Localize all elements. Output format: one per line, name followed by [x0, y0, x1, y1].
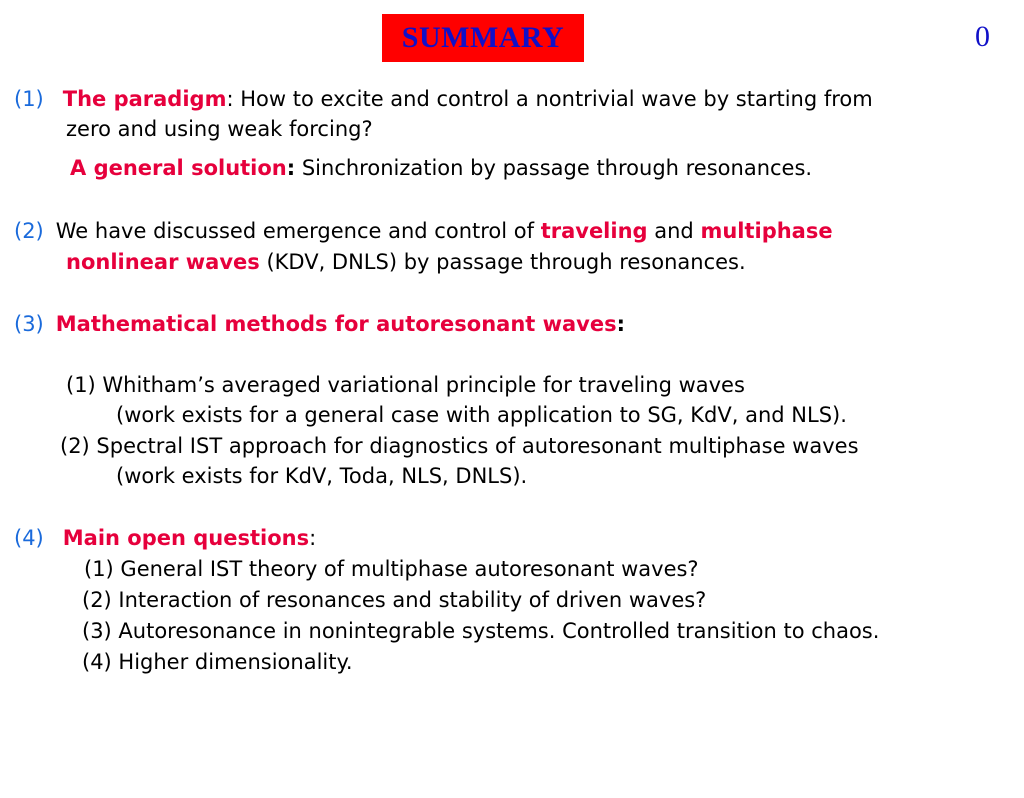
section-1-line-1: [14, 86, 873, 112]
section-1-solution: [70, 155, 812, 181]
solution-highlight: A general solution: [70, 156, 287, 180]
section-4-heading: [14, 525, 316, 551]
section-2-text-line-2: (KDV, DNLS) by passage through resonances.: [259, 250, 746, 274]
section-1-text-line-2: zero and using weak forcing?: [66, 117, 373, 141]
section-3-item-1: (1) Whitham’s averaged variational principle for traveling waves: [66, 373, 745, 397]
open-question-item: (3) Autoresonance in nonintegrable systems. Controlled transition to chaos.: [82, 619, 880, 643]
section-1-number: (1): [14, 87, 44, 111]
highlight-traveling: traveling: [540, 219, 648, 243]
section-3-item-2: (2) Spectral IST approach for diagnostics of autoresonant multiphase waves: [60, 434, 859, 458]
page-title: SUMMARY: [401, 21, 565, 54]
section-1-highlight: The paradigm: [62, 87, 227, 111]
slide-number: 0: [975, 20, 990, 53]
section-4-colon: :: [309, 526, 317, 550]
section-3-item-2-sub: (work exists for KdV, Toda, NLS, DNLS).: [116, 464, 528, 488]
solution-text: Sinchronization by passage through resonances.: [295, 156, 813, 180]
open-question-item: (1) General IST theory of multiphase autoresonant waves?: [84, 557, 699, 581]
section-3-heading: [14, 311, 625, 337]
section-2-line-1: [14, 218, 833, 244]
section-1-text-line-1: : How to excite and control a nontrivial wave by starting from: [226, 87, 873, 111]
solution-colon: :: [286, 156, 296, 180]
section-3-number: (3): [14, 312, 44, 336]
section-2-text-a: We have discussed emergence and control of: [55, 219, 541, 243]
section-4-number: (4): [14, 526, 44, 550]
section-1-line-2: [66, 116, 373, 142]
section-2-number: (2): [14, 219, 44, 243]
section-3-item-1-sub: (work exists for a general case with application to SG, KdV, and NLS).: [116, 403, 847, 427]
section-2-text-and: and: [647, 219, 701, 243]
open-question-item: (4) Higher dimensionality.: [82, 650, 353, 674]
section-4-highlight: Main open questions: [62, 526, 310, 550]
highlight-multiphase: multiphase: [700, 219, 833, 243]
section-3-colon: :: [616, 312, 626, 336]
highlight-nonlinear-waves: nonlinear waves: [66, 250, 260, 274]
section-3-highlight: Mathematical methods for autoresonant waves: [55, 312, 617, 336]
section-2-line-2: [66, 249, 746, 275]
open-question-item: (2) Interaction of resonances and stability of driven waves?: [82, 588, 707, 612]
title-box: [382, 14, 584, 62]
